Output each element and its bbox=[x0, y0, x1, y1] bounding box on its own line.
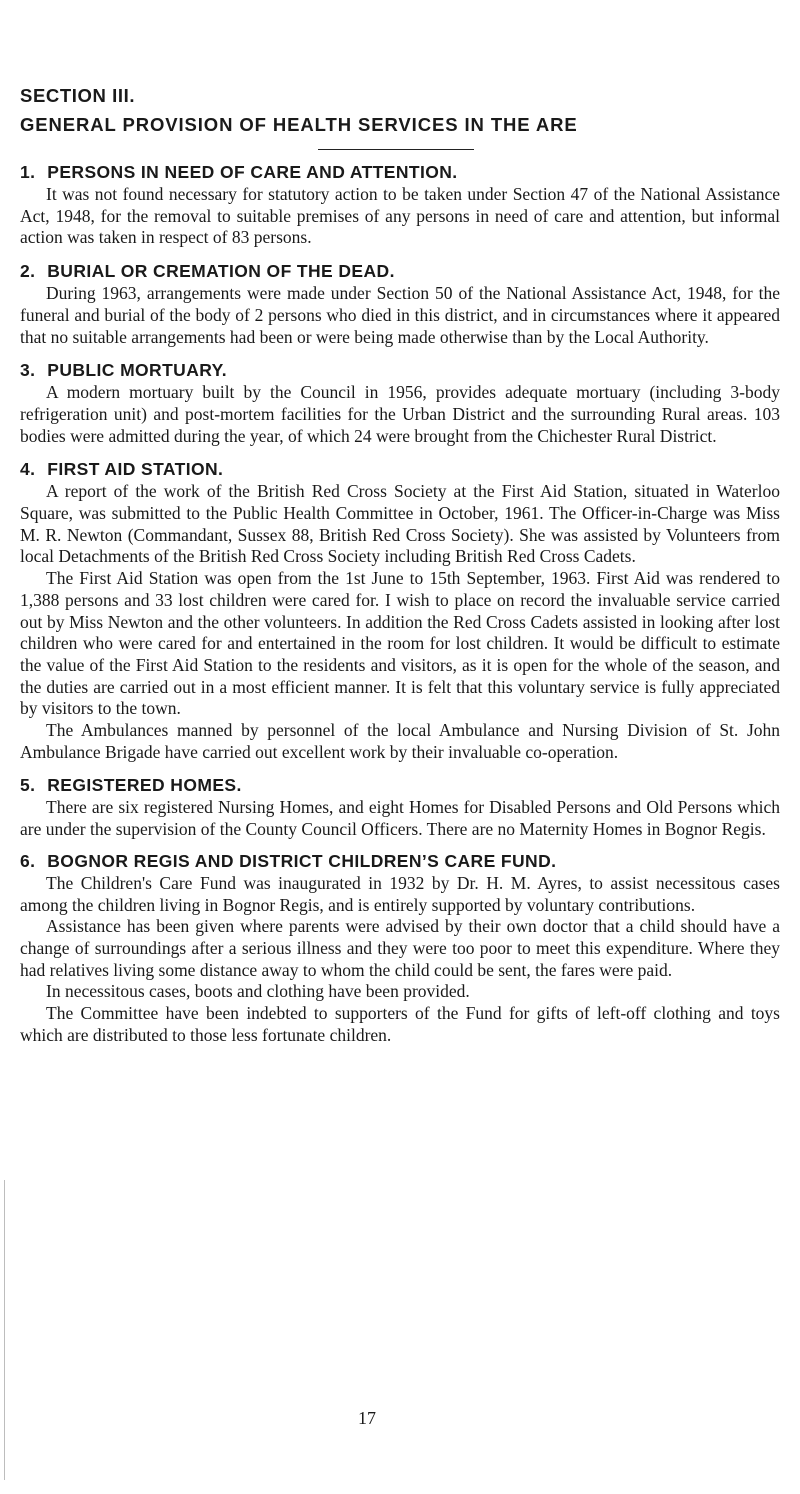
binding-edge bbox=[4, 1180, 5, 1480]
section-heading bbox=[20, 359, 780, 382]
section-number: 2. bbox=[20, 261, 36, 282]
section-6 bbox=[20, 850, 780, 1047]
section-heading bbox=[20, 774, 780, 797]
section-number: 5. bbox=[20, 775, 36, 796]
document-body bbox=[20, 161, 780, 1058]
page-title: GENERAL PROVISION OF HEALTH SERVICES IN THE ARE bbox=[20, 114, 578, 135]
paragraph: A report of the work of the British Red Cross Society at the First Aid Station, situated in Waterloo Square, was submitted to the Public Health Committee in October, 1961. The Officer-in-Charge was Miss M. R. Newton (Commandant, Sussex 88, British Red Cross Society). She was assisted by Volunteers from local Detachments of the British Red Cross Society including British Red Cross Cadets. bbox=[20, 481, 780, 567]
section-number: 6. bbox=[20, 850, 36, 871]
section-title: PUBLIC MORTUARY. bbox=[47, 360, 228, 381]
section-4 bbox=[20, 458, 780, 763]
section-title: BOGNOR REGIS AND DISTRICT CHILDREN’S CARE FUND. bbox=[47, 850, 557, 871]
paragraph: There are six registered Nursing Homes, and eight Homes for Disabled Persons and Old Persons which are under the supervision of the County Council Officers. There are no Maternity Homes in Bognor Regis. bbox=[20, 797, 780, 840]
paragraph: The Ambulances manned by personnel of the local Ambulance and Nursing Division of St. John Ambulance Brigade have carried out excellent work by their invaluable co-operation. bbox=[20, 720, 780, 762]
section-title: BURIAL OR CREMATION OF THE DEAD. bbox=[47, 261, 395, 282]
section-1 bbox=[20, 161, 780, 249]
section-5 bbox=[20, 774, 780, 840]
section-heading bbox=[20, 850, 780, 873]
section-number: 4. bbox=[20, 459, 36, 480]
section-label: SECTION III. bbox=[20, 85, 136, 106]
section-heading bbox=[20, 458, 780, 481]
section-title: PERSONS IN NEED OF CARE AND ATTENTION. bbox=[47, 162, 458, 182]
paragraph: The First Aid Station was open from the 1st June to 15th September, 1963. First Aid was rendered to 1,388 persons and 33 lost children were cared for. I wish to place on record the invaluable service carried out by Miss Newton and the other volunteers. In addition the Red Cross Cadets assisted in looking after lost children who were cared for and entertained in the room for lost children. It would be difficult to estimate the value of the First Aid Station to the residents and visitors, as it is open for the whole of the season, and the duties are carried out in a most efficient manner. It is felt that this voluntary service is fully appreciated by visitors to the town. bbox=[20, 568, 780, 719]
paragraph: During 1963, arrangements were made under Section 50 of the National Assistance Act, 1948, for the funeral and burial of the body of 2 persons who died in this district, and in circumstances where it appeared that no suitable arrangements had been or were being made otherwise than by the Local Authority. bbox=[20, 283, 780, 347]
section-title: FIRST AID STATION. bbox=[47, 459, 224, 480]
section-heading bbox=[20, 161, 780, 184]
paragraph: A modern mortuary built by the Council in 1956, provides adequate mortuary (including 3-body refrigeration unit) and post-mortem facilities for the Urban District and the surrounding Rural areas. 103 bodies were admitted during the year, of which 24 were brought from the Chichester Rural District. bbox=[20, 382, 780, 446]
paragraph: Assistance has been given where parents were advised by their own doctor that a child should have a change of surroundings after a serious illness and they were too poor to meet this expenditure. Where they had relatives living some distance away to whom the child could be sent, the fares were paid. bbox=[20, 916, 780, 980]
section-title: REGISTERED HOMES. bbox=[47, 775, 242, 796]
section-number: 1. bbox=[20, 162, 36, 182]
paragraph: The Committee have been indebted to supporters of the Fund for gifts of left-off clothing and toys which are distributed to those less fortunate children. bbox=[20, 1003, 780, 1045]
section-2 bbox=[20, 260, 780, 348]
paragraph: It was not found necessary for statutory action to be taken under Section 47 of the National Assistance Act, 1948, for the removal to suitable premises of any persons in need of care and attention, but informal action was taken in respect of 83 persons. bbox=[20, 184, 780, 248]
section-number: 3. bbox=[20, 360, 36, 381]
section-heading bbox=[20, 260, 780, 283]
paragraph: In necessitous cases, boots and clothing have been provided. bbox=[46, 981, 470, 1002]
title-divider bbox=[318, 149, 474, 150]
paragraph: The Children's Care Fund was inaugurated in 1932 by Dr. H. M. Ayres, to assist necessitous cases among the children living in Bognor Regis, and is entirely supported by voluntary contributions. bbox=[20, 872, 780, 915]
page-number: 17 bbox=[358, 1408, 376, 1428]
section-3 bbox=[20, 359, 780, 447]
